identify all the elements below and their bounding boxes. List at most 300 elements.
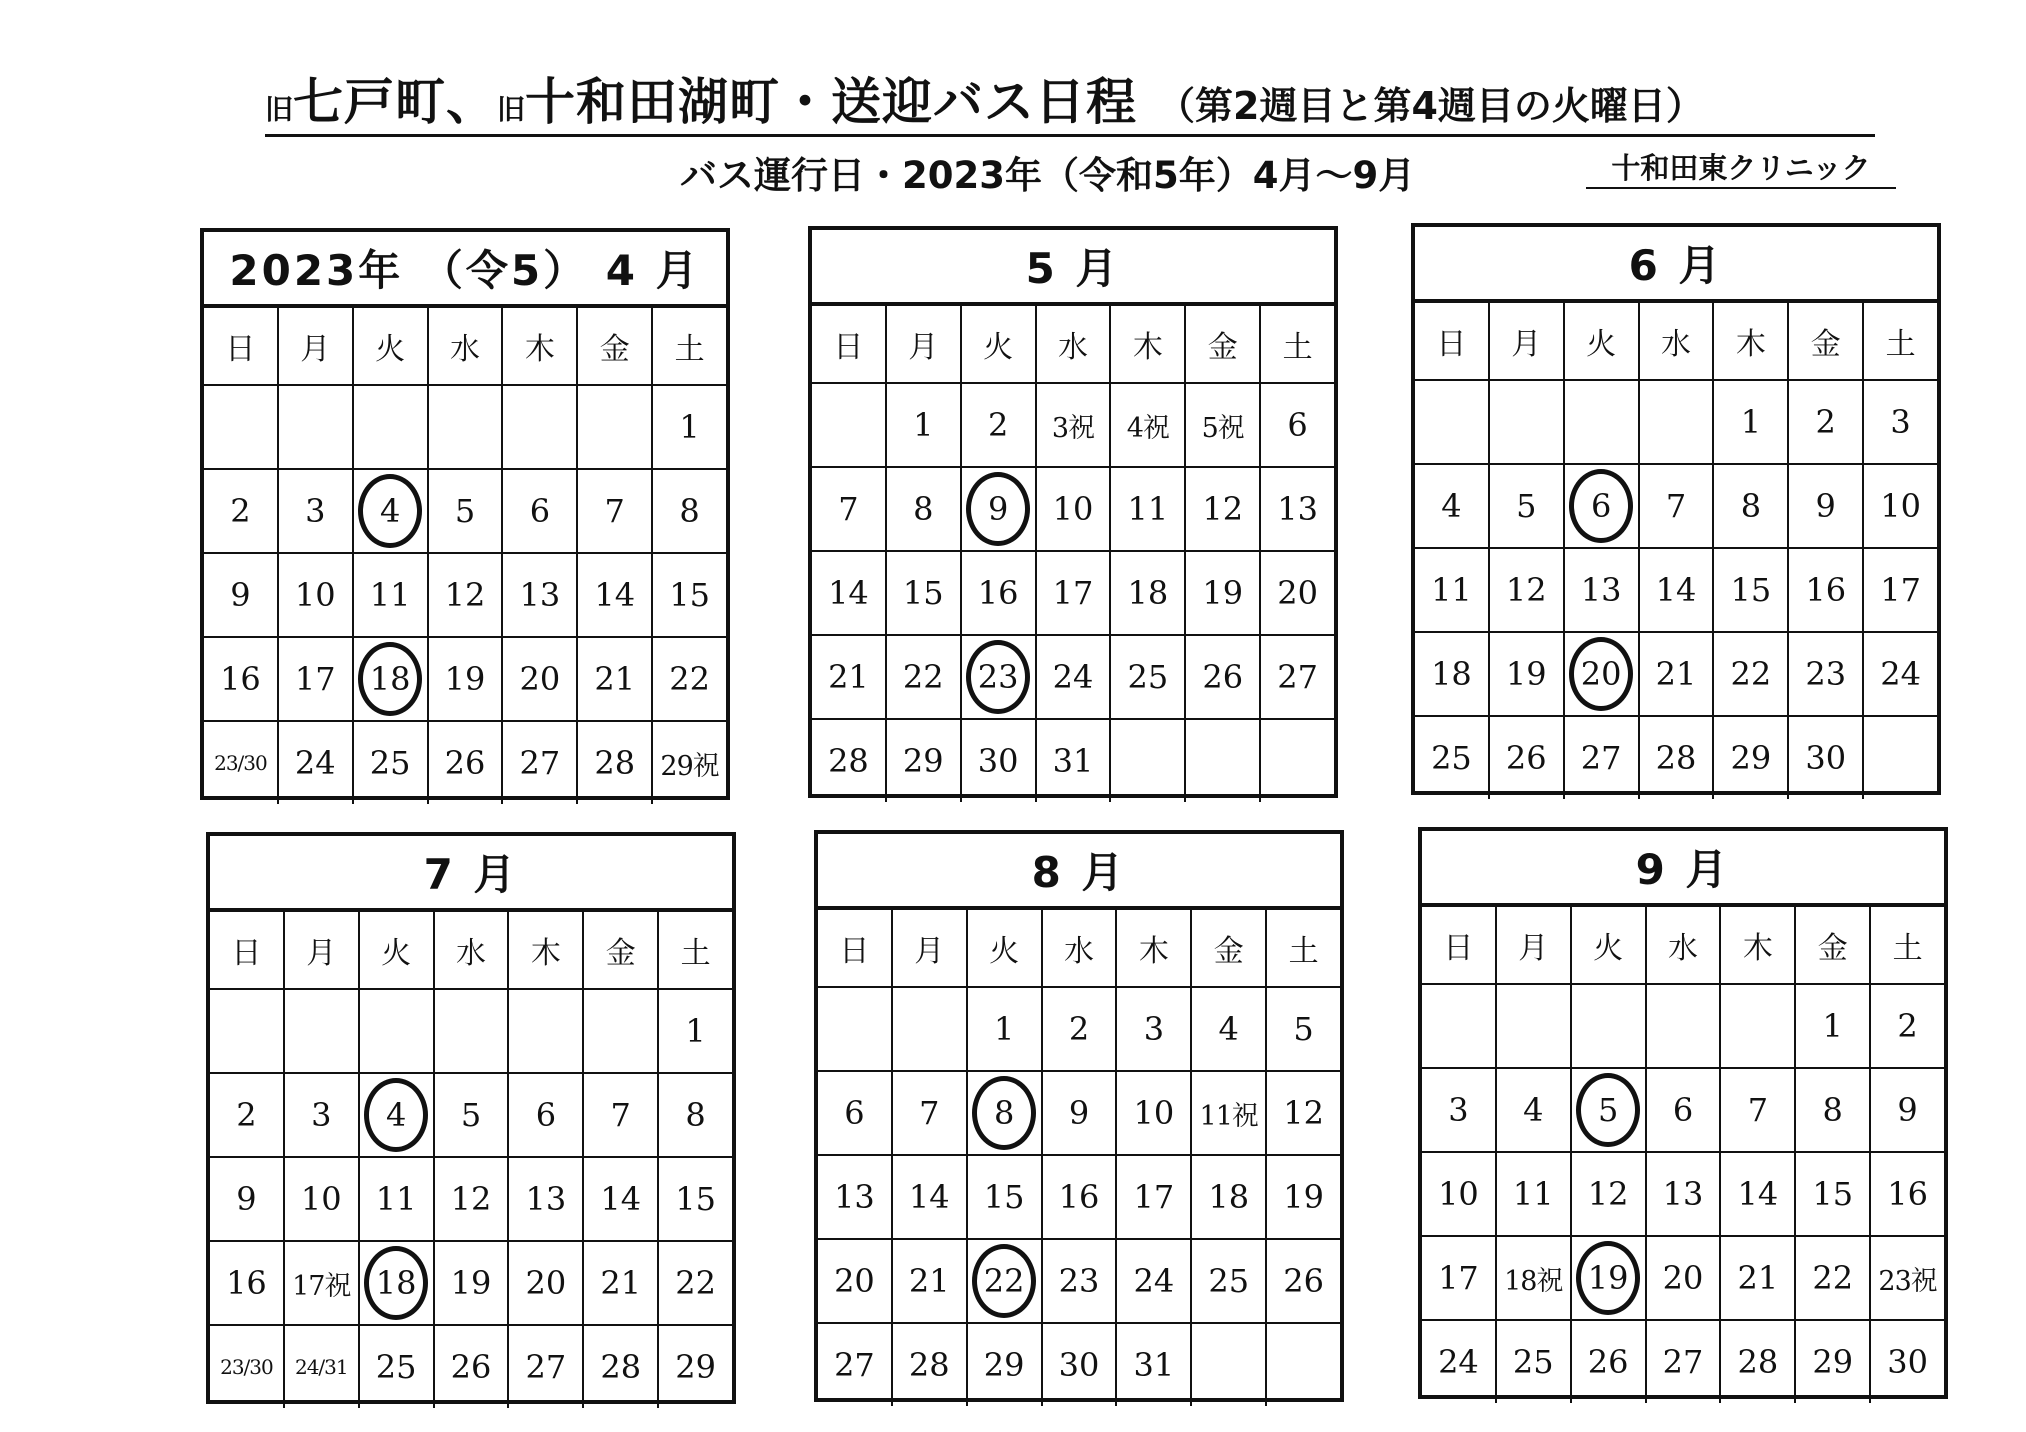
empty-day-cell: [429, 386, 504, 468]
day-cell: [1186, 552, 1261, 634]
day-cell: [1117, 1156, 1192, 1238]
day-number: 13: [1580, 571, 1622, 609]
day-cell: [893, 1240, 968, 1322]
day-cell: [279, 638, 354, 720]
day-number: 14: [594, 576, 636, 614]
day-number: 27: [519, 744, 561, 782]
week-row: [812, 384, 1334, 468]
day-number: 22: [902, 658, 944, 696]
day-cell: [1796, 1153, 1871, 1235]
weekday-header-row: [210, 912, 732, 990]
day-cell: [578, 638, 653, 720]
month-calendar: [1411, 223, 1941, 795]
weekday-label: 木: [509, 912, 584, 988]
weekday-label: 月: [893, 910, 968, 986]
weekday-label: 水: [1043, 910, 1118, 986]
day-number: 30: [1887, 1343, 1928, 1381]
day-number: 25: [375, 1348, 417, 1386]
day-number: 24: [1438, 1343, 1479, 1381]
weekday-label: 日: [812, 306, 887, 382]
day-cell: [1871, 1069, 1944, 1151]
day-number: 20: [1277, 574, 1318, 612]
week-row: [812, 552, 1334, 636]
day-cell: [1640, 717, 1715, 799]
empty-day-cell: [354, 386, 429, 468]
month-calendar: [814, 830, 1344, 1402]
day-number: 6: [844, 1094, 865, 1132]
day-cell: [1192, 1072, 1267, 1154]
day-number: 3: [305, 492, 326, 530]
month-title: 9 月: [1422, 831, 1944, 907]
day-number: 27: [834, 1346, 875, 1384]
day-cell: [1796, 985, 1871, 1067]
day-cell: [360, 1242, 435, 1324]
day-number: 6: [529, 492, 551, 530]
day-cell: [887, 720, 962, 802]
day-number: 7: [604, 492, 625, 530]
day-cell: [285, 1326, 360, 1408]
day-cell: [285, 1242, 360, 1324]
day-number: 6: [1287, 406, 1308, 444]
day-cell: [1647, 1237, 1722, 1319]
day-number: 11祝: [1199, 1100, 1258, 1132]
week-row: [818, 1240, 1340, 1324]
day-number: 28: [594, 744, 636, 782]
weekday-label: 木: [503, 308, 578, 384]
day-cell: [1117, 1324, 1192, 1406]
day-number: 2: [1815, 403, 1836, 441]
week-row: [204, 722, 726, 804]
day-number: 20: [1662, 1259, 1704, 1297]
day-cell: [818, 1324, 893, 1406]
day-number: 7: [1665, 487, 1687, 525]
day-cell: [1186, 468, 1261, 550]
day-cell: [1422, 1321, 1497, 1403]
day-cell: [429, 470, 504, 552]
day-cell: [1864, 465, 1937, 547]
empty-day-cell: [1261, 720, 1334, 802]
day-cell: [1497, 1321, 1572, 1403]
empty-day-cell: [893, 988, 968, 1070]
day-number: 13: [1277, 490, 1318, 528]
month-calendar: [808, 226, 1338, 798]
day-number: 19: [1505, 655, 1547, 693]
day-cell: [1490, 633, 1565, 715]
day-number: 1: [1740, 403, 1762, 441]
day-number: 4: [1523, 1091, 1544, 1129]
week-row: [812, 468, 1334, 552]
weekday-label: 金: [1789, 303, 1864, 379]
empty-day-cell: [1572, 985, 1647, 1067]
day-cell: [204, 554, 279, 636]
weekday-label: 水: [435, 912, 510, 988]
empty-day-cell: [509, 990, 584, 1072]
week-row: [210, 990, 732, 1074]
weekday-label: 金: [1186, 306, 1261, 382]
day-number: 28: [1655, 739, 1697, 777]
day-number: 29: [675, 1348, 716, 1386]
week-row: [1415, 465, 1937, 549]
day-cell: [1864, 633, 1937, 715]
day-cell: [1490, 717, 1565, 799]
day-cell: [968, 1324, 1043, 1406]
day-cell: [962, 552, 1037, 634]
day-cell: [1647, 1069, 1722, 1151]
day-number: 5: [1597, 1091, 1619, 1129]
day-number: 11: [375, 1180, 417, 1218]
day-cell: [968, 1072, 1043, 1154]
day-number: 29祝: [660, 750, 719, 782]
day-number: 12: [1505, 571, 1547, 609]
day-number: 26: [1505, 739, 1547, 777]
empty-day-cell: [578, 386, 653, 468]
day-number: 8: [685, 1096, 706, 1134]
week-row: [818, 1156, 1340, 1240]
empty-day-cell: [1186, 720, 1261, 802]
empty-day-cell: [1640, 381, 1715, 463]
day-cell: [812, 552, 887, 634]
day-cell: [1871, 1153, 1944, 1235]
day-cell: [1490, 465, 1565, 547]
day-cell: [1043, 1072, 1118, 1154]
day-number: 26: [450, 1348, 492, 1386]
day-number: 6: [1672, 1091, 1694, 1129]
document-subtitle: バス運行日・2023年（令和5年）4月～9月: [680, 154, 1416, 197]
day-number: 19: [444, 660, 486, 698]
day-number: 10: [300, 1180, 342, 1218]
day-number: 26: [444, 744, 486, 782]
day-number: 21: [1655, 655, 1697, 693]
day-cell: [210, 1326, 285, 1408]
day-number: 5: [454, 492, 476, 530]
day-cell: [1186, 384, 1261, 466]
day-cell: [968, 1156, 1043, 1238]
day-cell: [1037, 552, 1112, 634]
day-cell: [584, 1242, 659, 1324]
day-number: 5祝: [1201, 412, 1244, 444]
weekday-label: 月: [1490, 303, 1565, 379]
weekday-label: 火: [968, 910, 1043, 986]
day-number: 21: [1737, 1259, 1779, 1297]
day-number: 29: [1812, 1343, 1854, 1381]
day-number: 28: [828, 742, 869, 780]
weekday-label: 木: [1721, 907, 1796, 983]
day-number: 8: [1740, 487, 1762, 525]
day-cell: [1261, 468, 1334, 550]
day-number: 7: [919, 1094, 940, 1132]
day-number: 6: [535, 1096, 557, 1134]
day-number: 14: [600, 1180, 642, 1218]
day-cell: [578, 554, 653, 636]
day-number: 15: [983, 1178, 1025, 1216]
day-cell: [1572, 1237, 1647, 1319]
weekday-label: 水: [429, 308, 504, 384]
week-row: [1422, 985, 1944, 1069]
day-number: 15: [902, 574, 944, 612]
day-number: 31: [1052, 742, 1094, 780]
weekday-label: 火: [354, 308, 429, 384]
day-cell: [1111, 636, 1186, 718]
empty-day-cell: [584, 990, 659, 1072]
month-title: 5 月: [812, 230, 1334, 306]
day-cell: [887, 636, 962, 718]
week-row: [204, 470, 726, 554]
day-cell: [1261, 552, 1334, 634]
empty-day-cell: [1721, 985, 1796, 1067]
day-cell: [1037, 636, 1112, 718]
day-cell: [812, 720, 887, 802]
day-cell: [812, 636, 887, 718]
day-cell: [429, 638, 504, 720]
day-number: 29: [1730, 739, 1772, 777]
empty-day-cell: [812, 384, 887, 466]
day-number: 9: [1897, 1091, 1918, 1129]
day-cell: [659, 1326, 732, 1408]
day-number: 16: [1058, 1178, 1100, 1216]
empty-day-cell: [1422, 985, 1497, 1067]
day-number: 18: [1431, 655, 1472, 693]
weekday-label: 木: [1111, 306, 1186, 382]
day-cell: [1721, 1153, 1796, 1235]
weekday-label: 土: [1885, 327, 1916, 362]
day-number: 16: [1887, 1175, 1928, 1213]
day-number: 13: [525, 1180, 567, 1218]
day-cell: [887, 468, 962, 550]
empty-day-cell: [1192, 1324, 1267, 1406]
day-number: 28: [600, 1348, 642, 1386]
day-cell: [1640, 549, 1715, 631]
day-number: 1: [679, 408, 700, 446]
day-cell: [1871, 985, 1944, 1067]
day-number: 9: [230, 576, 251, 614]
day-cell: [210, 1242, 285, 1324]
day-cell: [1111, 552, 1186, 634]
day-cell: [659, 990, 732, 1072]
week-row: [1422, 1153, 1944, 1237]
day-number: 8: [993, 1094, 1015, 1132]
day-number: 26: [1283, 1262, 1324, 1300]
day-number: 12: [450, 1180, 492, 1218]
title-prefix-old-1: 旧: [265, 93, 294, 126]
day-number: 14: [1655, 571, 1697, 609]
weekday-label: 火: [962, 306, 1037, 382]
day-number: 25: [1512, 1343, 1554, 1381]
day-cell: [1871, 1321, 1944, 1403]
weekday-label: 月: [887, 306, 962, 382]
day-number: 2: [236, 1096, 257, 1134]
day-number: 11: [369, 576, 411, 614]
empty-day-cell: [204, 386, 279, 468]
day-cell: [887, 552, 962, 634]
day-number: 10: [1438, 1175, 1479, 1213]
day-cell: [818, 1240, 893, 1322]
day-cell: [503, 638, 578, 720]
weekday-label: 月: [279, 308, 354, 384]
day-cell: [1111, 468, 1186, 550]
day-cell: [509, 1326, 584, 1408]
day-cell: [1117, 988, 1192, 1070]
day-cell: [1415, 717, 1490, 799]
day-number: 24: [294, 744, 336, 782]
day-number: 13: [834, 1178, 875, 1216]
day-number: 12: [1202, 490, 1244, 528]
day-cell: [1565, 717, 1640, 799]
month-title: 6 月: [1415, 227, 1937, 303]
day-cell: [210, 1074, 285, 1156]
week-row: [818, 1324, 1340, 1406]
day-number: 18: [375, 1264, 417, 1302]
day-cell: [1192, 1240, 1267, 1322]
day-cell: [578, 722, 653, 804]
day-number: 22: [675, 1264, 716, 1302]
day-cell: [1572, 1069, 1647, 1151]
day-number: 2: [1897, 1007, 1918, 1045]
day-number: 12: [1587, 1175, 1629, 1213]
day-cell: [1043, 1156, 1118, 1238]
day-number: 22: [983, 1262, 1025, 1300]
day-cell: [435, 1326, 510, 1408]
weekday-label: 月: [285, 912, 360, 988]
day-number: 23/30: [214, 751, 267, 775]
day-number: 27: [1277, 658, 1318, 696]
day-cell: [1267, 1240, 1340, 1322]
day-cell: [285, 1158, 360, 1240]
weekday-label: 水: [1647, 907, 1722, 983]
day-number: 24: [1052, 658, 1094, 696]
week-row: [1422, 1237, 1944, 1321]
day-number: 28: [1737, 1343, 1779, 1381]
day-number: 23祝: [1878, 1265, 1937, 1297]
day-cell: [1565, 549, 1640, 631]
day-cell: [653, 386, 726, 468]
day-number: 3: [1448, 1091, 1469, 1129]
day-cell: [578, 470, 653, 552]
week-row: [1415, 633, 1937, 717]
weekday-label: 土: [1282, 330, 1313, 365]
day-number: 5: [460, 1096, 482, 1134]
day-number: 14: [1737, 1175, 1779, 1213]
day-cell: [1871, 1237, 1944, 1319]
day-number: 21: [908, 1262, 950, 1300]
day-number: 9: [236, 1180, 257, 1218]
day-number: 22: [1730, 655, 1772, 693]
empty-day-cell: [1267, 1324, 1340, 1406]
day-number: 10: [294, 576, 336, 614]
day-cell: [1261, 384, 1334, 466]
weekday-label: 火: [1565, 303, 1640, 379]
week-row: [818, 1072, 1340, 1156]
day-number: 4祝: [1126, 412, 1169, 444]
day-number: 20: [1580, 655, 1622, 693]
day-number: 11: [1512, 1175, 1554, 1213]
day-number: 16: [1805, 571, 1847, 609]
day-number: 9: [1815, 487, 1836, 525]
month-title: 8 月: [818, 834, 1340, 910]
weekday-label: 日: [1422, 907, 1497, 983]
weekday-header-row: [1415, 303, 1937, 381]
day-number: 13: [1662, 1175, 1704, 1213]
week-row: [818, 988, 1340, 1072]
day-number: 4: [385, 1096, 407, 1134]
day-number: 11: [1431, 571, 1472, 609]
day-cell: [503, 554, 578, 636]
title-note: （第2週目と第4週目の火曜日）: [1157, 84, 1704, 128]
day-cell: [893, 1324, 968, 1406]
day-number: 2: [230, 492, 251, 530]
day-cell: [360, 1158, 435, 1240]
week-row: [204, 638, 726, 722]
day-number: 24/31: [294, 1355, 348, 1379]
day-cell: [1796, 1069, 1871, 1151]
day-cell: [584, 1326, 659, 1408]
day-cell: [1721, 1069, 1796, 1151]
day-cell: [1192, 1156, 1267, 1238]
day-number: 30: [1058, 1346, 1100, 1384]
empty-day-cell: [210, 990, 285, 1072]
empty-day-cell: [503, 386, 578, 468]
day-cell: [1572, 1153, 1647, 1235]
empty-day-cell: [1565, 381, 1640, 463]
day-number: 12: [444, 576, 486, 614]
day-number: 15: [1812, 1175, 1854, 1213]
day-number: 7: [1747, 1091, 1769, 1129]
day-cell: [818, 1156, 893, 1238]
day-cell: [1422, 1153, 1497, 1235]
day-cell: [659, 1074, 732, 1156]
day-number: 1: [1822, 1007, 1843, 1045]
day-cell: [1789, 633, 1864, 715]
day-number: 19: [1283, 1178, 1324, 1216]
day-cell: [204, 638, 279, 720]
weekday-label: 金: [584, 912, 659, 988]
day-cell: [653, 638, 726, 720]
weekday-label: 月: [1497, 907, 1572, 983]
day-number: 23: [1805, 655, 1847, 693]
day-cell: [1714, 549, 1789, 631]
day-number: 25: [369, 744, 411, 782]
day-cell: [1789, 717, 1864, 799]
day-cell: [360, 1326, 435, 1408]
empty-day-cell: [1490, 381, 1565, 463]
weekday-label: 土: [1288, 934, 1319, 969]
day-cell: [1415, 465, 1490, 547]
day-cell: [653, 554, 726, 636]
day-cell: [968, 1240, 1043, 1322]
day-number: 2: [987, 406, 1009, 444]
day-number: 4: [1218, 1010, 1239, 1048]
day-number: 18: [369, 660, 411, 698]
day-number: 12: [1283, 1094, 1324, 1132]
day-cell: [1111, 384, 1186, 466]
day-cell: [429, 554, 504, 636]
weekday-label: 金: [578, 308, 653, 384]
empty-day-cell: [1111, 720, 1186, 802]
day-number: 14: [828, 574, 869, 612]
empty-day-cell: [818, 988, 893, 1070]
weekday-label: 金: [1796, 907, 1871, 983]
day-cell: [204, 722, 279, 804]
week-row: [1415, 549, 1937, 633]
weekday-label: 水: [1640, 303, 1715, 379]
day-cell: [429, 722, 504, 804]
day-number: 23/30: [220, 1355, 273, 1379]
day-cell: [1261, 636, 1334, 718]
day-number: 23: [977, 658, 1019, 696]
day-number: 21: [828, 658, 869, 696]
day-number: 10: [1133, 1094, 1175, 1132]
weekday-label: 日: [818, 910, 893, 986]
weekday-label: 土: [1892, 931, 1923, 966]
